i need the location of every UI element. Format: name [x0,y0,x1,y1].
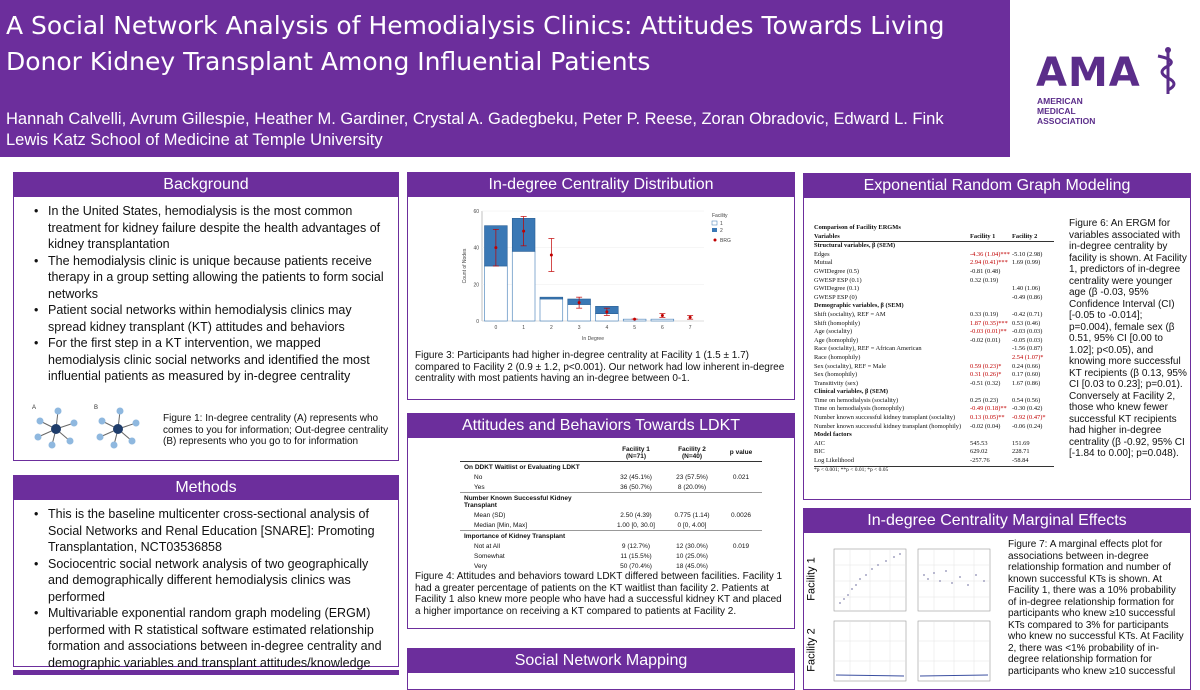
brg-point [578,301,581,304]
row-label: GWESP ESP (0) [814,293,857,301]
ergm-panel [803,173,1191,500]
table-row [814,345,1054,354]
table-cell: -0.05 (0.03) [1012,336,1043,344]
table-cell: 0.775 (1.14) [674,511,710,519]
table-cell [970,285,1012,294]
table-cell: 11 (15.5%) [620,552,652,560]
row-label: Number known successful kidney transplant (sociality) [814,414,956,422]
ergm-table-title: Comparison of Facility ERGMs [814,224,901,231]
ergm-heading: Exponential Random Graph Modeling [804,174,1190,198]
facility-1-label: Facility 1 [805,557,818,601]
row-label: Age (homophily) [814,336,859,344]
facility-2-label: Facility 2 [805,628,818,672]
table-cell [970,294,1012,303]
x-tick-label: 3 [577,325,581,331]
row-label: Very [474,562,488,570]
table-cell [664,462,720,473]
row-label: Somewhat [474,552,505,560]
legend-title: Facility [712,213,728,219]
bar-facility-1 [540,299,563,321]
table-row [814,363,1054,372]
row-label: Log Likelihood [814,457,854,465]
table-cell [1012,242,1054,251]
table-cell: -1.56 (0.87) [1012,345,1043,353]
row-label: No [474,473,483,481]
y-tick-label: 0 [476,319,479,325]
table-cell: 0.33 (0.19) [970,310,999,318]
row-label: Mutual [814,259,833,267]
row-label: Not at All [474,542,501,550]
row-label: Model factors [814,431,852,439]
table-cell [608,531,664,542]
table-row [814,277,1054,286]
table-cell [1012,268,1054,277]
table-row [814,405,1054,414]
brg-point [522,230,525,233]
table-cell: -0.49 (0.18)** [970,405,1007,413]
legend-swatch-facility-2 [712,228,717,232]
table-cell: -0.49 (0.86) [1012,293,1043,301]
table-cell: -5.10 (2.98) [1012,250,1043,258]
table-cell: 2.50 (4.39) [620,511,652,519]
table-row [460,472,762,482]
table-cell: 12 (30.0%) [676,542,708,550]
brg-point [550,254,553,257]
table-cell: 0.54 (0.56) [1012,396,1041,404]
table-cell: 0 [0, 4.00] [677,521,707,529]
table-row [460,510,762,520]
row-label: Sex (sociality), REF = Male [814,362,886,370]
indegree-heading: In-degree Centrality Distribution [408,173,794,197]
row-label: Edges [814,250,830,258]
table-cell: 0.31 (0.26)* [970,371,1002,379]
table-cell: -0.03 (0.03) [1012,328,1043,336]
table-cell: 9 (12.7%) [621,542,651,550]
row-label: Time on hemodialysis (homophily) [814,405,905,413]
table-cell [970,302,1012,311]
table-row [814,380,1054,389]
row-label: Number Known Successful Kidney Transplant [464,494,572,509]
author-block [6,109,944,151]
table-row [814,423,1054,432]
col-header: Facility 2 [1012,232,1038,240]
table-row [814,320,1054,329]
methods-panel [13,475,399,670]
table-row [814,259,1054,268]
table-cell: 1.67 (0.86) [1012,379,1041,387]
poster-title: A Social Network Analysis of Hemodialysis Clinics: Attitudes Towards Living Donor Kidney Transplant Among Influential Patients [6,11,945,76]
table-cell: 0.0026 [731,511,751,519]
row-label: GWIDegree (0.5) [814,267,860,275]
table-cell [1012,431,1054,440]
table-row [814,337,1054,346]
row-label: Shift (homophily) [814,319,860,327]
table-cell: 0.25 (0.23) [970,396,999,404]
brg-point [689,316,692,319]
table-cell [664,531,720,542]
table-section-row [814,242,1054,251]
row-label: Importance of Kidney Transplant [464,532,566,540]
table-cell [664,493,720,511]
table-cell: 1.40 (1.06) [1012,285,1041,293]
table-cell: 0.53 (0.46) [1012,319,1041,327]
table-cell: 18 (45.0%) [676,562,708,570]
table-cell [1012,277,1054,286]
row-label: Race (sociality), REF = African American [814,345,922,353]
social-heading: Social Network Mapping [408,649,794,673]
brg-point [633,318,636,321]
table-cell: 0.019 [732,542,750,550]
row-label: Structural variables, β (SEM) [814,242,896,250]
col-header: p value [729,449,753,456]
x-axis-label: In Degree [582,336,604,342]
table-cell: -0.02 (0.04) [970,422,1001,430]
x-tick-label: 6 [660,325,664,331]
list-item: • Patient social networks within hemodialysis clinics may spread kidney transplant (KT) attitudes and behaviors [34,302,390,335]
affiliation: Lewis Katz School of Medicine at Temple University [6,131,383,149]
row-label: GWIDegree (0.1) [814,285,860,293]
table-cell: 10 (25.0%) [676,552,708,560]
table-cell: -58.84 [1012,457,1029,465]
plot-f2-right [918,621,990,681]
row-label: Time on hemodialysis (sociality) [814,396,899,404]
row-label: Number known successful kidney transplant (homophily) [814,422,962,430]
row-label: Yes [474,483,485,491]
authors: Hannah Calvelli, Avrum Gillespie, Heather M. Gardiner, Crystal A. Gadegbeku, Peter P. Reese, Zoran Obradovic, Edward L. Fink [6,110,944,128]
row-label: Sex (homophily) [814,371,858,379]
x-tick-label: 4 [605,325,609,331]
bar-facility-1 [512,251,535,321]
table-cell: 0.021 [732,473,750,481]
table-cell: -0.06 (0.24) [1012,422,1043,430]
table-row [814,294,1054,303]
list-item: • This is the baseline multicenter cross-sectional analysis of Social Networks and Renal Education [SNARE]: Promoting Transplantation, NCT03536858 [34,506,390,556]
ergm-body [814,242,1054,465]
table-cell: -0.30 (0.42) [1012,405,1043,413]
list-item: • In the United States, hemodialysis is the most common treatment for kidney failure despite the health advantages of kidney transplantation [34,203,390,253]
table-section-row [814,302,1054,311]
col-header: Variables [814,232,840,240]
table-row [460,561,762,571]
table-cell [970,431,1012,440]
table-cell: 0.32 (0.19) [970,276,999,284]
table-cell [720,551,762,561]
row-label: Shift (sociality), REF = AM [814,310,886,318]
table-row [814,397,1054,406]
table-cell [970,388,1012,397]
table-section-row [460,493,762,511]
table-cell: 2.54 (1.07)* [1012,353,1044,361]
table-cell [720,493,762,511]
x-tick-label: 0 [494,325,498,331]
table-cell: 545.53 [970,439,988,447]
table-cell: -0.02 (0.01) [970,336,1001,344]
figure-1-caption: Figure 1: In-degree centrality (A) represents who comes to you for information; Out-degree centrality (B) represents who you go to for information [163,413,389,447]
table-row [814,328,1054,337]
brg-point [661,314,664,317]
table-cell [608,462,664,473]
table-row [814,414,1054,423]
table-row [814,354,1054,363]
figure-3-caption: Figure 3: Participants had higher in-degree centrality at Facility 1 (1.5 ± 1.7) compared to Facility 2 (0.9 ± 1.2, p<0.001). Our network had low inherent in-degree centrality with most patients having an in-degree between 0-1. [415,350,785,384]
table-row [814,371,1054,380]
col-header: Facility 2 (N=40) [678,445,706,460]
table-section-row [814,431,1054,440]
centrality-diagram [30,401,160,451]
attitudes-table [460,444,762,571]
diagram-label-a: A [32,405,37,411]
legend-swatch-facility-1 [712,221,717,225]
attitudes-panel [407,413,795,629]
marginal-panel [803,508,1191,690]
caduceus-icon [1150,46,1186,96]
table-cell: 2.94 (0.41)*** [970,259,1008,267]
table-cell [720,531,762,542]
list-item: • The hemodialysis clinic is unique because patients receive therapy in a group setting allowing the patients to form social networks [34,253,390,303]
x-tick-label: 5 [633,325,637,331]
row-label: GWESP ESP (0.1) [814,276,862,284]
row-label: Race (homophily) [814,353,861,361]
ergm-table [814,224,1054,473]
y-tick-label: 20 [473,282,479,289]
table-row [460,482,762,493]
background-list [14,197,398,385]
table-cell [1012,388,1054,397]
table-cell [1012,302,1054,311]
bar-facility-1 [651,319,674,321]
y-tick-label: 40 [473,245,479,252]
row-label: Age (sociality) [814,328,853,336]
ergm-footnote: *p < 0.001; **p < 0.01; *p < 0.05 [814,466,1054,473]
ama-logo-subtitle: AMERICAN MEDICAL ASSOCIATION [1037,96,1096,126]
table-cell: 0.13 (0.05)** [970,414,1005,422]
figure-7-caption: Figure 7: A marginal effects plot for associations between in-degree relationship formation and number of known successful KTs is shown. At Facility 1, there was a 10% probability of in-degree relationship formation for participants who knew ≥10 successful KTs compared to 3% for participants who knew no successful KTs. At Facility 2, there was <1% probability of in-degree relationship formation for participants who knew ≥10 successful [1008,539,1184,677]
row-label: BIC [814,448,825,456]
row-label: Mean (SD) [474,511,506,519]
poster-header [0,0,1010,157]
plot-f1-right [918,549,990,611]
table-row [814,457,1054,466]
table-cell: 1.87 (0.35)*** [970,319,1008,327]
table-cell: 228.71 [1012,448,1030,456]
legend-label-facility-1: 1 [720,221,723,227]
table-row [814,448,1054,457]
y-tick-label: 60 [473,209,479,215]
row-label: Demographic variables, β (SEM) [814,302,904,310]
table-section-row [460,462,762,473]
background-panel [13,172,399,461]
bar-facility-2 [540,297,563,299]
social-panel [407,648,795,690]
table-cell [720,462,762,473]
bar-facility-1 [484,266,507,321]
table-cell: 50 (70.4%) [620,562,652,570]
table-cell: 0.59 (0.23)* [970,362,1002,370]
table-row [814,440,1054,449]
table-cell: 8 (20.0%) [677,483,707,491]
indegree-panel [407,172,795,400]
legend-swatch-brg [714,239,717,242]
table-cell: 0.24 (0.66) [1012,362,1041,370]
list-item: • Multivariable exponential random graph modeling (ERGM) performed with R statistical software estimated relationship formation and associations between in-degree centrality and demographic variables and transplant attitudes/knowledge [34,605,390,671]
figure-6-caption: Figure 6: An ERGM for variables associated with in-degree centrality by facility is shown. At Facility 1, predictors of in-degree centrality were younger age (β -0.03, 95% Confidence Interval (CI) [-0.05 to -0.014]; p=0.004), female sex (β 0.51, 95% CI [0.00 to 1.02]; p<0.05), and knowing more successful KT recipients (β 0.13, 95% CI [0.03 to 0.23]; p=0.01). Conversely at Facility 2, those who knew fewer successful KT recipients had higher in-degree centrality (β -0.92, 95% CI [-1.84 to 0.00]; p=0.048). [1069,218,1187,459]
table-cell: -257.76 [970,457,990,465]
table-row [460,520,762,531]
x-tick-label: 7 [688,325,692,331]
attitudes-heading: Attitudes and Behaviors Towards LDKT [408,414,794,438]
table-section-row [814,388,1054,397]
attitudes-table-wrap [460,444,762,571]
table-cell [970,345,1012,354]
brg-point [494,246,497,249]
table-cell: 0.17 (0.60) [1012,371,1041,379]
table-cell: -0.51 (0.32) [970,379,1001,387]
table-cell: 151.69 [1012,439,1030,447]
col-header: Facility 1 [970,232,996,240]
table-cell: -0.03 (0.01)** [970,328,1007,336]
table-cell [608,493,664,511]
methods-heading: Methods [14,476,398,500]
table-cell [720,520,762,531]
list-item: • For the first step in a KT intervention, we mapped hemodialysis clinic social networks and identified the most influential patients as measured by in-degree centrality [34,335,390,385]
table-section-row [460,531,762,542]
table-row [814,311,1054,320]
plot-f2-left [834,621,906,681]
list-item: • Sociocentric social network analysis of two geographically and demographically different hemodialysis clinics was performed [34,556,390,606]
table-row [814,268,1054,277]
y-axis-label: Count of Nodes [462,248,468,284]
row-label: On DDKT Waitlist or Evaluating LDKT [464,463,580,471]
table-cell: 1.00 [0, 30.0] [617,521,655,529]
next-panel-heading-bar [13,670,399,675]
central-node-b [113,424,123,434]
table-cell: 629.02 [970,448,988,456]
figure-4-caption: Figure 4: Attitudes and behaviors toward LDKT differed between facilities. Facility 1 had a greater percentage of patients on the KT waitlist than facility 2. Patients at Facility 1 also knew more people who have had a successful kidney KT and placed a higher importance on receiving a KT compared to patients at Facility 2. [415,571,783,617]
table-cell: -0.81 (0.48) [970,267,1001,275]
row-label: Clinical variables, β (SEM) [814,388,889,396]
table-cell: 36 (50.7%) [620,483,652,491]
table-cell [970,242,1012,251]
table-row [814,251,1054,260]
indegree-histogram [460,203,760,345]
row-label: Median [Min, Max] [474,521,528,529]
table-row [460,551,762,561]
methods-list [14,500,398,671]
background-heading: Background [14,173,398,197]
col-header [460,444,608,462]
table-cell: -0.92 (0.47)* [1012,414,1046,422]
table-cell: 1.69 (0.99) [1012,259,1041,267]
x-tick-label: 1 [522,325,526,331]
table-cell [720,482,762,493]
legend-label-facility-2: 2 [720,228,723,234]
ergm-header-row [814,233,1054,243]
table-row [460,541,762,551]
table-row [814,285,1054,294]
table-cell: 23 (57.5%) [676,473,708,481]
brg-point [605,310,608,313]
row-label: AIC [814,439,826,447]
row-label: Transitivity (sex) [814,379,858,387]
central-node-a [51,424,61,434]
table-cell: -4.36 (1.04)*** [970,250,1010,258]
marginal-heading: In-degree Centrality Marginal Effects [804,509,1190,533]
x-tick-label: 2 [549,325,553,331]
table-cell: 32 (45.1%) [620,473,652,481]
ama-logo: AMA [1036,50,1141,96]
marginal-effects-plots [830,545,1000,685]
col-header: Facility 1 (N=71) [622,445,650,460]
legend-label-brg: BRG [720,238,731,244]
table-cell [970,354,1012,363]
plot-f1-left [834,549,906,611]
diagram-label-b: B [94,405,99,411]
table-cell [720,561,762,571]
table-cell: -0.42 (0.71) [1012,310,1043,318]
